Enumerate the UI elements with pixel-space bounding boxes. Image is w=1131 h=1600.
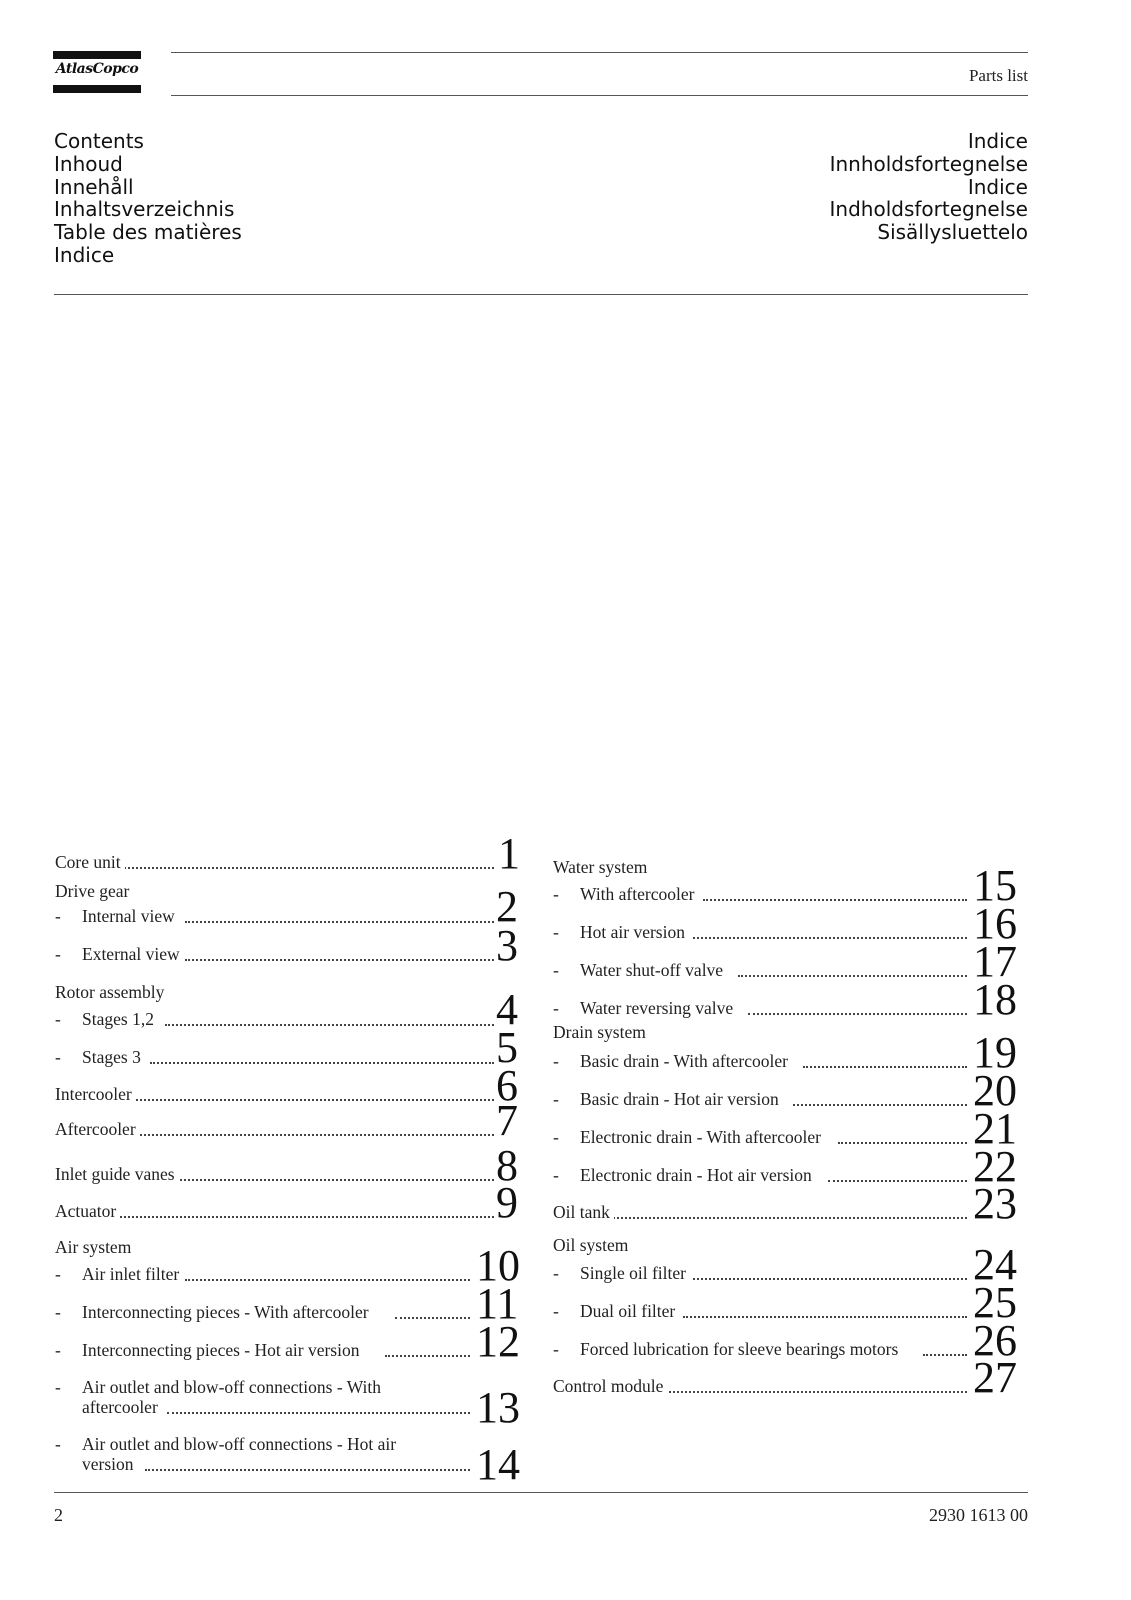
contents-title: Sisällysluettelo xyxy=(877,220,1028,245)
toc-dash: - xyxy=(55,944,61,964)
toc-entry-label-line2: version xyxy=(82,1454,138,1475)
toc-entry-label: Stages 1,2 xyxy=(82,1009,158,1030)
contents-title: Innholdsfortegnelse xyxy=(829,151,1028,176)
toc-page-number: 24 xyxy=(973,1240,1017,1289)
toc-entry-water-shutoff-valve[interactable] xyxy=(553,959,967,981)
toc-entry-label: Basic drain - Hot air version xyxy=(580,1089,783,1110)
toc-entry-label: Basic drain - With aftercooler xyxy=(580,1051,792,1072)
contents-title: Indice xyxy=(54,242,115,267)
contents-title: Table des matières xyxy=(54,220,242,245)
footer-doc-number: 2930 1613 00 xyxy=(929,1505,1028,1525)
atlas-copco-logo xyxy=(53,51,141,93)
toc-entry-electronic-drain-aftercooler[interactable] xyxy=(553,1126,967,1148)
dot-leader xyxy=(828,1180,967,1182)
toc-entry-label: Actuator xyxy=(55,1201,120,1222)
toc-entry-label-line1: Air outlet and blow-off connections - With xyxy=(82,1377,382,1397)
toc-entry-forced-lubrication[interactable] xyxy=(553,1338,967,1360)
toc-entry-label: Electronic drain - Hot air version xyxy=(580,1165,816,1186)
dot-leader xyxy=(55,1216,494,1218)
toc-entry-core-unit[interactable] xyxy=(55,851,494,873)
toc-entry-label: Interconnecting pieces - With aftercooler xyxy=(82,1302,373,1323)
toc-entry-label: Oil tank xyxy=(553,1202,614,1223)
toc-entry-label: Dual oil filter xyxy=(580,1301,679,1322)
toc-entry-label-line1: Air outlet and blow-off connections - Hot air xyxy=(82,1434,397,1454)
dot-leader xyxy=(838,1142,967,1144)
toc-page-number: 9 xyxy=(496,1178,518,1227)
toc-entry-basic-drain-hot[interactable] xyxy=(553,1088,967,1110)
toc-page-number: 17 xyxy=(973,937,1017,986)
toc-page-number: 20 xyxy=(973,1066,1017,1115)
toc-entry-label: Internal view xyxy=(82,906,179,927)
toc-entry-water-reversing-valve[interactable] xyxy=(553,997,967,1019)
dot-leader xyxy=(683,1316,967,1318)
toc-entry-interconnecting-aftercooler[interactable] xyxy=(55,1301,470,1323)
logo-bar-top xyxy=(53,51,141,59)
footer-page-number: 2 xyxy=(54,1505,63,1525)
dot-leader xyxy=(738,975,967,977)
toc-section-water-system: Water system xyxy=(553,857,648,877)
toc-entry-label-line2: aftercooler xyxy=(82,1397,162,1418)
toc-dash: - xyxy=(553,1301,559,1321)
toc-entry-air-inlet-filter[interactable] xyxy=(55,1263,470,1285)
toc-page-number: 16 xyxy=(973,899,1017,948)
dot-leader xyxy=(385,1355,470,1357)
toc-dash: - xyxy=(553,960,559,980)
dot-leader xyxy=(150,1062,494,1064)
toc-dash: - xyxy=(553,1089,559,1109)
toc-page-number: 2 xyxy=(496,882,518,931)
toc-page-number: 25 xyxy=(973,1278,1017,1327)
toc-page-number: 14 xyxy=(476,1440,520,1489)
toc-entry-label: With aftercooler xyxy=(580,884,698,905)
toc-page-number: 13 xyxy=(476,1383,520,1432)
toc-section-rotor-assembly: Rotor assembly xyxy=(55,982,165,1002)
toc-page-number: 6 xyxy=(496,1061,518,1110)
contents-titles-right xyxy=(830,130,1028,244)
dot-leader xyxy=(793,1104,967,1106)
dot-leader xyxy=(185,959,494,961)
header-rule-top xyxy=(171,52,1028,53)
contents-title: Indholdsfortegnelse xyxy=(829,197,1028,222)
contents-title: Inhaltsverzeichnis xyxy=(54,197,235,222)
toc-entry-label: External view xyxy=(82,944,184,965)
toc-entry-label: Water shut-off valve xyxy=(580,960,727,981)
toc-entry-air-outlet-hot[interactable] xyxy=(55,1434,470,1475)
toc-entry-oil-tank[interactable] xyxy=(553,1201,967,1223)
toc-dash: - xyxy=(55,906,61,926)
toc-section-drain-system: Drain system xyxy=(553,1022,646,1042)
dot-leader xyxy=(553,1217,967,1219)
toc-entry-label: Aftercooler xyxy=(55,1119,140,1140)
toc-dash: - xyxy=(55,1009,61,1029)
toc-entry-label: Electronic drain - With aftercooler xyxy=(580,1127,825,1148)
toc-dash: - xyxy=(553,922,559,942)
toc-entry-control-module[interactable] xyxy=(553,1375,967,1397)
toc-dash: - xyxy=(55,1434,61,1454)
toc-page-number: 5 xyxy=(496,1023,518,1072)
toc-entry-label: Interconnecting pieces - Hot air version xyxy=(82,1340,363,1361)
toc-entry-air-outlet-aftercooler[interactable] xyxy=(55,1377,470,1418)
toc-section-air-system: Air system xyxy=(55,1237,132,1257)
toc-page-number: 15 xyxy=(973,861,1017,910)
toc-entry-stages-12[interactable] xyxy=(55,1008,494,1030)
toc-page-number: 21 xyxy=(973,1104,1017,1153)
toc-entry-label: Intercooler xyxy=(55,1084,136,1105)
dot-leader xyxy=(923,1354,967,1356)
toc-entry-hot-air-version[interactable] xyxy=(553,921,967,943)
toc-entry-basic-drain-aftercooler[interactable] xyxy=(553,1050,967,1072)
toc-entry-label: Water reversing valve xyxy=(580,998,737,1019)
toc-dash: - xyxy=(553,1263,559,1283)
toc-page-number: 23 xyxy=(973,1179,1017,1228)
toc-entry-dual-oil-filter[interactable] xyxy=(553,1300,967,1322)
toc-dash: - xyxy=(553,998,559,1018)
header-rule-bottom xyxy=(171,95,1028,96)
dot-leader xyxy=(693,937,967,939)
toc-entry-with-aftercooler[interactable] xyxy=(553,883,967,905)
toc-entry-internal-view[interactable] xyxy=(55,905,494,927)
toc-dash: - xyxy=(55,1377,61,1397)
logo-text: AtlasCopco xyxy=(55,61,139,77)
dot-leader xyxy=(185,1279,470,1281)
toc-entry-single-oil-filter[interactable] xyxy=(553,1262,967,1284)
contents-titles-left xyxy=(54,130,242,267)
toc-entry-label: Hot air version xyxy=(580,922,689,943)
toc-page-number: 22 xyxy=(973,1142,1017,1191)
toc-entry-intercooler[interactable] xyxy=(55,1083,494,1105)
toc-dash: - xyxy=(553,1165,559,1185)
toc-page-number: 19 xyxy=(973,1028,1017,1077)
toc-entry-electronic-drain-hot[interactable] xyxy=(553,1164,967,1186)
toc-entry-label: Control module xyxy=(553,1376,667,1397)
toc-page-number: 10 xyxy=(476,1241,520,1290)
toc-dash: - xyxy=(553,1339,559,1359)
dot-leader xyxy=(703,899,967,901)
toc-entry-external-view[interactable] xyxy=(55,943,494,965)
dot-leader xyxy=(165,1024,494,1026)
contents-title: Inhoud xyxy=(54,151,123,176)
toc-section-drive-gear: Drive gear xyxy=(55,881,130,901)
doc-type: Parts list xyxy=(968,66,1028,85)
toc-entry-label: Stages 3 xyxy=(82,1047,145,1068)
dot-leader xyxy=(693,1278,967,1280)
toc-dash: - xyxy=(55,1264,61,1284)
contents-title: Contents xyxy=(54,129,144,153)
toc-page-number: 18 xyxy=(973,975,1017,1024)
toc-page-number: 3 xyxy=(496,921,518,970)
toc-entry-label: Single oil filter xyxy=(580,1263,690,1284)
toc-dash: - xyxy=(553,1127,559,1147)
toc-dash: - xyxy=(55,1340,61,1360)
toc-entry-stages-3[interactable] xyxy=(55,1046,494,1068)
toc-page-number: 26 xyxy=(973,1316,1017,1365)
toc-page-number: 12 xyxy=(476,1317,520,1366)
dot-leader xyxy=(395,1317,470,1319)
toc-entry-label: Core unit xyxy=(55,852,125,873)
toc-page-number: 27 xyxy=(973,1353,1017,1402)
toc-entry-actuator[interactable] xyxy=(55,1200,494,1222)
toc-entry-aftercooler[interactable] xyxy=(55,1118,494,1140)
toc-page-number: 11 xyxy=(476,1279,519,1328)
contents-divider xyxy=(54,294,1028,295)
toc-dash: - xyxy=(55,1047,61,1067)
dot-leader xyxy=(185,921,494,923)
contents-title: Indice xyxy=(967,129,1028,153)
contents-title: Indice xyxy=(967,174,1028,199)
footer-rule xyxy=(54,1492,1028,1493)
dot-leader xyxy=(748,1013,967,1015)
toc-entry-inlet-guide-vanes[interactable] xyxy=(55,1163,494,1185)
toc-page-number: 1 xyxy=(498,829,520,878)
toc-entry-label: Air inlet filter xyxy=(82,1264,183,1285)
dot-leader xyxy=(167,1412,470,1414)
toc-entry-label: Inlet guide vanes xyxy=(55,1164,179,1185)
toc-entry-label: Forced lubrication for sleeve bearings motors xyxy=(580,1339,902,1360)
toc-dash: - xyxy=(55,1302,61,1322)
toc-page-number: 7 xyxy=(496,1096,518,1145)
contents-title: Innehåll xyxy=(54,174,134,199)
toc-page-number: 4 xyxy=(496,985,518,1034)
toc-page-number: 8 xyxy=(496,1141,518,1190)
toc-section-oil-system: Oil system xyxy=(553,1235,629,1255)
dot-leader xyxy=(803,1066,967,1068)
dot-leader xyxy=(145,1469,470,1471)
toc-dash: - xyxy=(553,1051,559,1071)
toc-entry-interconnecting-hot[interactable] xyxy=(55,1339,470,1361)
toc-dash: - xyxy=(553,884,559,904)
logo-bar-bottom xyxy=(53,85,141,93)
